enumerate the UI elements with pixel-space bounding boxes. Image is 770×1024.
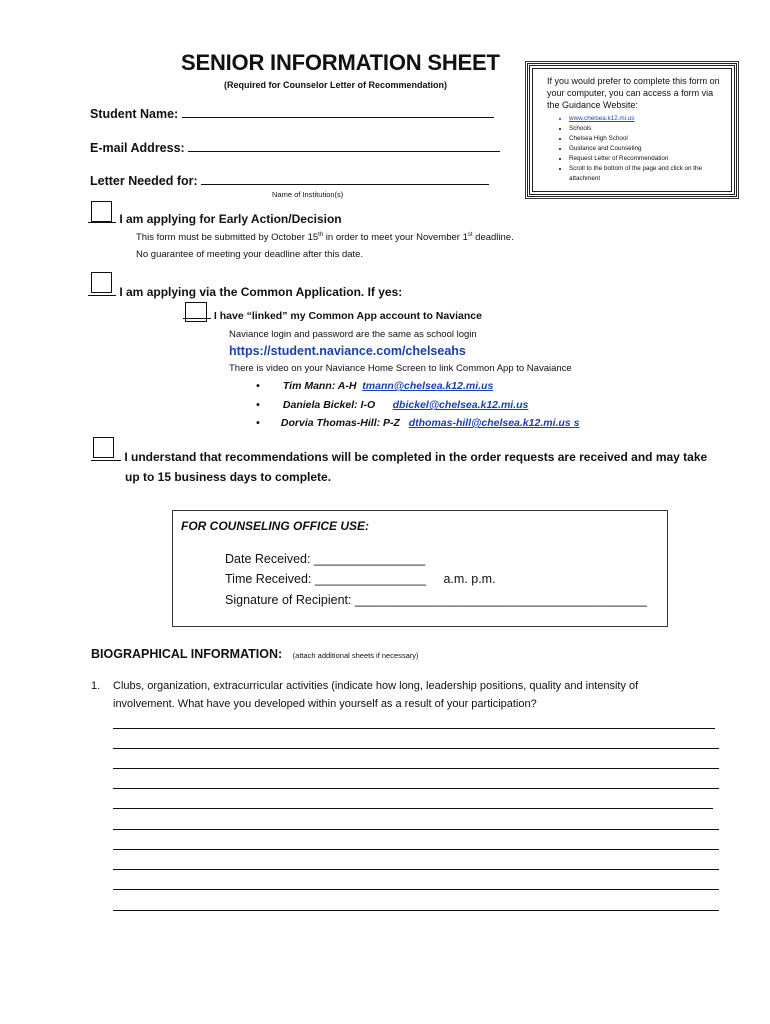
guidance-website-box (532, 68, 732, 192)
note-sup: th (318, 232, 324, 238)
infobox-list (547, 114, 725, 184)
common-app-blank (88, 295, 116, 296)
answer-line[interactable] (113, 728, 715, 729)
contact-name: Tim Mann: A-H (282, 380, 357, 392)
answer-line[interactable] (113, 869, 719, 870)
naviance-linked-row (183, 310, 482, 322)
list-item: • Chelsea High School (569, 134, 725, 144)
contact-item (256, 417, 579, 429)
understand-line2: up to 15 business days to complete. (125, 470, 332, 484)
early-deadline-note (136, 232, 514, 243)
answer-line[interactable] (113, 748, 719, 749)
letter-needed-row (90, 173, 489, 188)
answer-line[interactable] (113, 849, 719, 850)
answer-line[interactable] (113, 808, 713, 809)
website-link[interactable]: • www.chelsea.k12.mi.us (569, 114, 725, 124)
am-pm-label: a.m. p.m. (443, 572, 496, 586)
email-row (90, 140, 500, 155)
naviance-video-note: There is video on your Naviance Home Screen to link Common App to Navaiance (229, 363, 572, 374)
counseling-office-box (172, 510, 668, 627)
contact-email-link[interactable]: dthomas-hill@chelsea.k12.mi.us s (408, 417, 580, 429)
note-text: This form must be submitted by October 15 (136, 232, 319, 244)
letter-needed-label: Letter Needed for: (90, 174, 198, 188)
question-line-1: Clubs, organization, extracurricular activities (indicate how long, leadership positions, quality and intensity of (113, 680, 639, 692)
student-name-field[interactable] (182, 106, 494, 118)
student-name-label: Student Name: (90, 107, 179, 121)
contact-name: Daniela Bickel: I-O (282, 399, 376, 411)
early-action-row (88, 212, 342, 226)
list-item: • Scroll to the bottom of the page and click on the attachment (569, 164, 725, 184)
understand-blank (91, 460, 121, 461)
contact-email-link[interactable]: tmann@chelsea.k12.mi.us (362, 380, 494, 392)
bio-heading: BIOGRAPHICAL INFORMATION: (91, 647, 283, 661)
understand-row (91, 450, 707, 464)
list-item: • Schools (569, 124, 725, 134)
question-number: 1. (91, 680, 101, 692)
common-app-row (88, 285, 402, 299)
answer-line[interactable] (113, 910, 719, 911)
page-subtitle: (Required for Counselor Letter of Recommendation) (224, 80, 448, 90)
infobox-text: If you would prefer to complete this form on your computer, you can access a form via the Guidance Website: (547, 76, 720, 110)
student-name-row (90, 106, 494, 121)
contact-name: Dorvia Thomas-Hill: P-Z (280, 417, 400, 429)
page-title: SENIOR INFORMATION SHEET (181, 50, 500, 75)
bio-note: (attach additional sheets if necessary) (292, 651, 419, 660)
office-title: FOR COUNSELING OFFICE USE: (181, 519, 370, 533)
answer-line[interactable] (113, 768, 719, 769)
time-received-field[interactable] (225, 572, 496, 586)
note-text: deadline. (472, 232, 514, 244)
bullet-icon: • (256, 417, 260, 429)
list-item: • Request Letter of Recommendation (569, 154, 725, 164)
note-text: in order to meet your November 1 (323, 232, 468, 244)
answer-line[interactable] (113, 829, 719, 830)
answer-line[interactable] (113, 889, 719, 890)
naviance-url-link[interactable]: https://student.naviance.com/chelseahs (229, 344, 466, 358)
early-guarantee-note: No guarantee of meeting your deadline after this date. (136, 249, 364, 260)
early-action-blank (88, 222, 116, 223)
bullet-icon: • (256, 399, 260, 411)
letter-needed-field[interactable] (201, 173, 489, 185)
naviance-linked-label: I have “linked” my Common App account to Naviance (213, 310, 482, 322)
institution-hint: Name of Institution(s) (272, 190, 344, 199)
contact-email-link[interactable]: dbickel@chelsea.k12.mi.us (392, 399, 529, 411)
contact-item (256, 380, 493, 392)
common-app-label: I am applying via the Common Application. If yes: (119, 285, 403, 299)
contact-item (256, 399, 528, 411)
bio-heading-row (91, 645, 419, 663)
email-label: E-mail Address: (90, 141, 185, 155)
list-item: • Guidance and Counseling (569, 144, 725, 154)
naviance-login-note: Naviance login and password are the same as school login (229, 329, 477, 340)
time-received-label: Time Received: ________________ (225, 572, 427, 586)
bullet-icon: • (256, 380, 260, 392)
naviance-linked-blank (183, 318, 211, 319)
signature-field[interactable]: Signature of Recipient: __________________________________________ (225, 593, 647, 607)
early-action-label: I am applying for Early Action/Decision (119, 212, 342, 226)
date-received-field[interactable]: Date Received: ________________ (225, 552, 426, 566)
question-line-2: involvement. What have you developed within yourself as a result of your participation? (113, 698, 537, 710)
understand-line1: I understand that recommendations will be completed in the order requests are received and may take (124, 450, 708, 464)
email-field[interactable] (188, 140, 500, 152)
note-sup: st (467, 232, 473, 238)
answer-line[interactable] (113, 788, 719, 789)
